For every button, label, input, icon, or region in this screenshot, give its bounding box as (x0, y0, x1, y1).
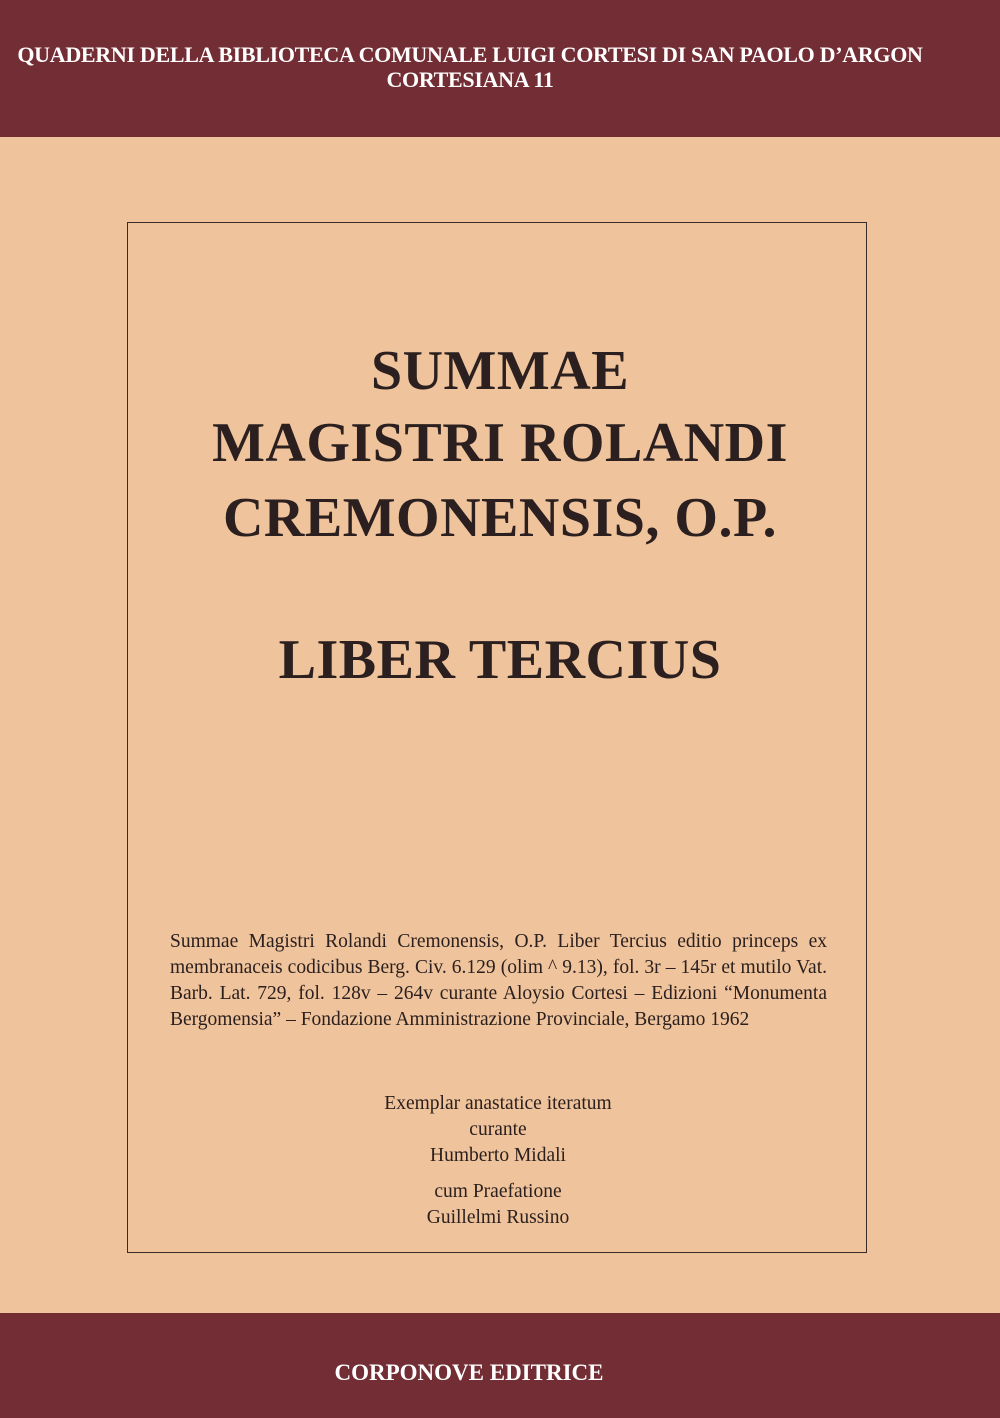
edition-description: Summae Magistri Rolandi Cremonensis, O.P. Liber Tercius editio princeps ex membranaceis codicibus Berg. Civ. 6.129 (olim ^ 9.13), fol. 3r – 145r et mutilo Vat. Barb. Lat. 729, fol. 128v – 264v curante Aloysio Cortesi – Edizioni “Monumenta Bergomensia” – Fondazione Amministrazione Provinciale, Bergamo 1962 (170, 931, 827, 1030)
credit-preface-author: Guillelmi Russino (426, 1207, 570, 1228)
series-number: CORTESIANA 11 (386, 67, 554, 92)
book-title-line-1: SUMMAE (370, 340, 630, 402)
series-title: QUADERNI DELLA BIBLIOTECA COMUNALE LUIGI CORTESI DI SAN PAOLO D’ARGON (17, 42, 923, 67)
book-title-line-3: CREMONENSIS, O.P. (222, 487, 778, 549)
book-subtitle: LIBER TERCIUS (278, 629, 722, 691)
credit-line-reprint: Exemplar anastatice iteratum (384, 1093, 612, 1114)
book-title-line-2: MAGISTRI ROLANDI (212, 412, 788, 474)
credit-line-curante: curante (469, 1119, 527, 1140)
publisher-name: CORPONOVE EDITRICE (334, 1360, 604, 1385)
credit-line-preface: cum Praefatione (434, 1181, 562, 1202)
credit-editor-name: Humberto Midali (430, 1145, 566, 1166)
